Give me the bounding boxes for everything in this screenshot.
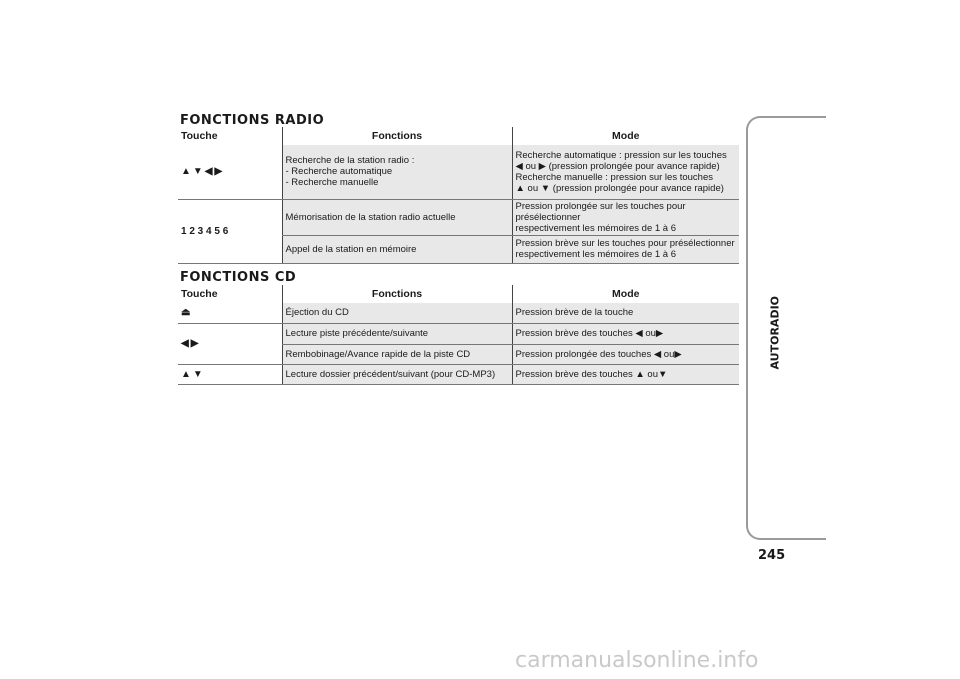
mode-cell xyxy=(512,199,739,235)
chapter-tab-label: AUTORADIO xyxy=(768,295,782,370)
eject-icon: ⏏ xyxy=(178,303,282,323)
function-line: Mémorisation de la station radio actuelle xyxy=(285,211,456,223)
header-mode: Mode xyxy=(512,127,739,145)
cd-functions-table xyxy=(178,285,739,385)
mode-line: Recherche automatique : pression sur les touches xyxy=(515,149,727,161)
table-header-row xyxy=(178,127,739,145)
table-row xyxy=(178,145,739,199)
mode-line: ◀ ou ▶ (pression prolongée pour avance rapide) xyxy=(515,160,720,172)
function-cell xyxy=(282,235,512,263)
mode-cell: Pression prolongée des touches ◀ ou▶ xyxy=(512,344,739,364)
header-fonctions: Fonctions xyxy=(282,285,512,303)
table-header-row xyxy=(178,285,739,303)
left-right-arrows-icon: ◀▶ xyxy=(178,323,282,364)
header-mode: Mode xyxy=(512,285,739,303)
mode-line: Pression prolongée sur les touches pour présélectionner xyxy=(515,200,686,223)
watermark: carmanualsonline.info xyxy=(515,648,759,673)
page-number: 245 xyxy=(758,548,786,563)
function-cell: Lecture dossier précédent/suivant (pour CD-MP3) xyxy=(282,364,512,384)
function-line: Appel de la station en mémoire xyxy=(285,243,417,255)
mode-cell: Pression brève de la touche xyxy=(512,303,739,323)
table-row xyxy=(178,323,739,344)
mode-line: respectivement les mémoires de 1 à 6 xyxy=(515,222,677,234)
function-line: - Recherche automatique xyxy=(285,166,393,178)
table-row xyxy=(178,303,739,323)
chapter-tab xyxy=(746,116,826,540)
cd-section-title: FONCTIONS CD xyxy=(180,270,297,285)
mode-cell xyxy=(512,235,739,263)
mode-line: Recherche manuelle : pression sur les touches xyxy=(515,171,713,183)
table-row xyxy=(178,364,739,384)
mode-cell: Pression brève des touches ◀ ou▶ xyxy=(512,323,739,344)
mode-cell xyxy=(512,145,739,199)
function-cell: Éjection du CD xyxy=(282,303,512,323)
mode-line: Pression brève sur les touches pour présélectionner xyxy=(515,238,735,249)
mode-cell: Pression brève des touches ▲ ou▼ xyxy=(512,364,739,384)
up-down-arrows-icon: ▲▼ xyxy=(178,364,282,384)
header-touche: Touche xyxy=(181,130,218,142)
header-touche: Touche xyxy=(181,288,218,300)
function-cell xyxy=(282,199,512,235)
function-cell: Lecture piste précédente/suivante xyxy=(282,323,512,344)
function-line: Recherche de la station radio : xyxy=(285,155,415,167)
header-fonctions: Fonctions xyxy=(282,127,512,145)
radio-functions-table xyxy=(178,127,739,264)
preset-keys-label: 1 2 3 4 5 6 xyxy=(178,199,282,263)
table-row xyxy=(178,199,739,235)
mode-line: respectivement les mémoires de 1 à 6 xyxy=(515,249,677,260)
radio-section-title: FONCTIONS RADIO xyxy=(180,113,325,128)
mode-line: ▲ ou ▼ (pression prolongée pour avance rapide) xyxy=(515,182,724,194)
function-cell: Rembobinage/Avance rapide de la piste CD xyxy=(282,344,512,364)
arrow-keys-icon: ▲▼◀▶ xyxy=(178,145,282,199)
function-cell xyxy=(282,145,512,199)
function-line: - Recherche manuelle xyxy=(285,177,379,189)
